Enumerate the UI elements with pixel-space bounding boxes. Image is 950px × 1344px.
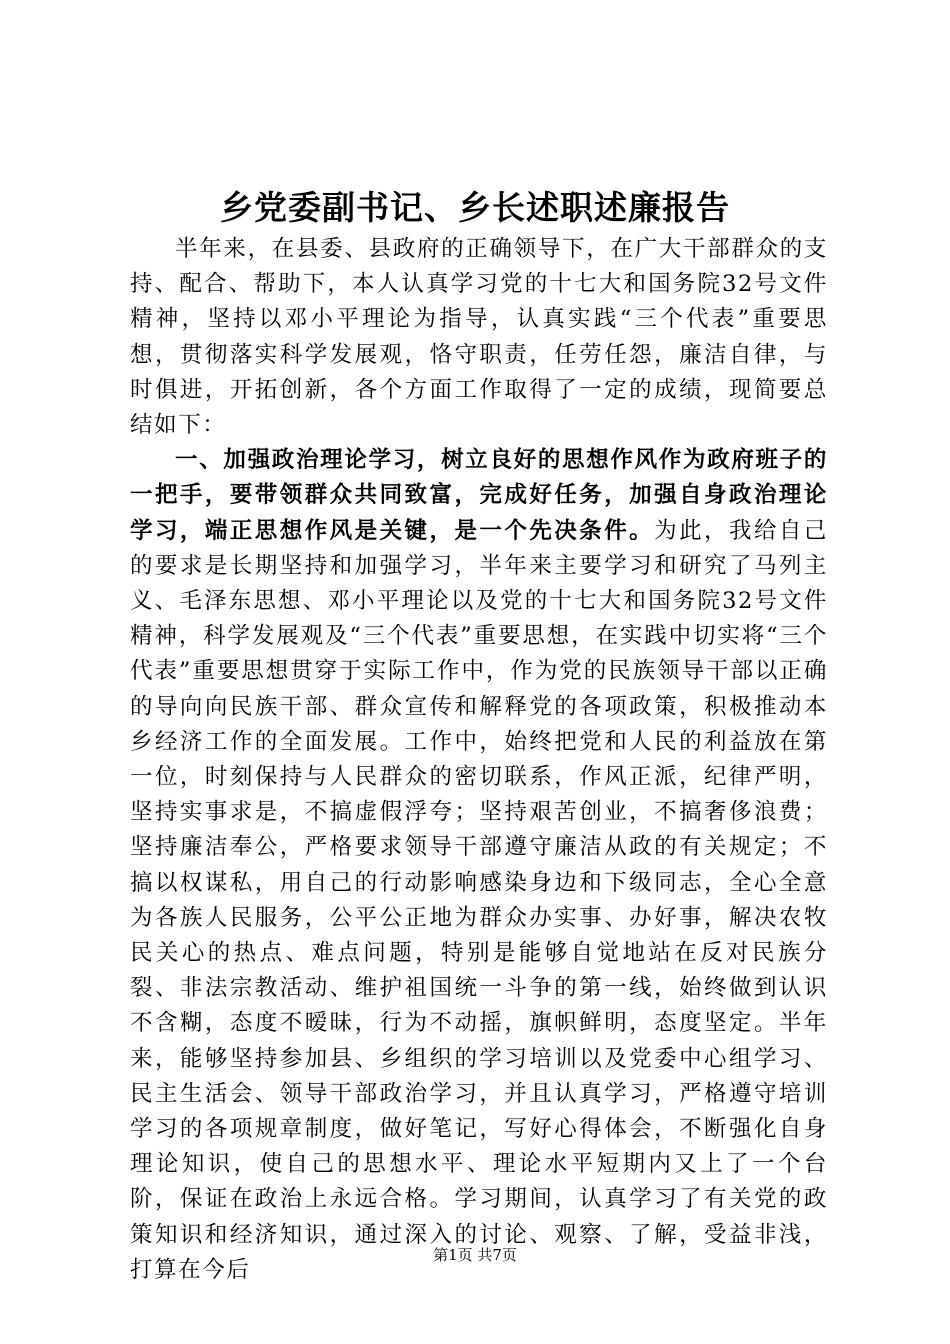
section-1-heading: 一、加强政治理论学习，树立良好的思想作风作为政府班子的一把手，要带领群众共同致富，完成好任务，加强自身政治理论学习，端正思想作风是关键，是一个先决条件。	[130, 447, 828, 544]
document-body	[130, 232, 828, 1288]
document-title: 乡党委副书记、乡长述职述廉报告	[220, 188, 730, 227]
page-footer: 第1页 共7页	[433, 1246, 517, 1264]
intro-paragraph: 半年来，在县委、县政府的正确领导下，在广大干部群众的支持、配合、帮助下，本人认真学习党的十七大和国务院32号文件精神，坚持以邓小平理论为指导，认真实践“三个代表”重要思想，贯彻落实科学发展观，恪守职责，任劳任怨，廉洁自律，与时俱进，开拓创新，各个方面工作取得了一定的成绩，现简要总结如下：	[130, 236, 828, 439]
section-1-paragraph	[130, 443, 828, 1288]
section-1-text: 为此，我给自己的要求是长期坚持和加强学习，半年来主要学习和研究了马列主义、毛泽东思想、邓小平理论以及党的十七大和国务院32号文件精神，科学发展观及“三个代表”重要思想，在实践中切实将“三个代表”重要思想贯穿于实际工作中，作为党的民族领导干部以正确的导向向民族干部、群众宣传和解释党的各项政策，积极推动本乡经济工作的全面发展。工作中，始终把党和人民的利益放在第一位，时刻保持与人民群众的密切联系，作风正派，纪律严明，坚持实事求是，不搞虚假浮夸；坚持艰苦创业，不搞奢侈浪费；坚持廉洁奉公，严格要求领导干部遵守廉洁从政的有关规定；不搞以权谋私，用自己的行动影响感染身边和下级同志，全心全意为各族人民服务，公平公正地为群众办实事、办好事，解决农牧民关心的热点、难点问题，特别是能够自觉地站在反对民族分裂、非法宗教活动、维护祖国统一斗争的第一线，始终做到认识不含糊，态度不暧昧，行为不动摇，旗帜鲜明，态度坚定。半年来，能够坚持参加县、乡组织的学习培训以及党委中心组学习、民主生活会、领导干部政治学习，并且认真学习，严格遵守培训学习的各项规章制度，做好笔记，写好心得体会，不断强化自身理论知识，使自己的思想水平、理论水平短期内又上了一个台阶，保证在政治上永远合格。学习期间，认真学习了有关党的政策知识和经济知识，通过深入的讨论、观察、了解，受益非浅，打算在今后	[130, 517, 828, 1283]
